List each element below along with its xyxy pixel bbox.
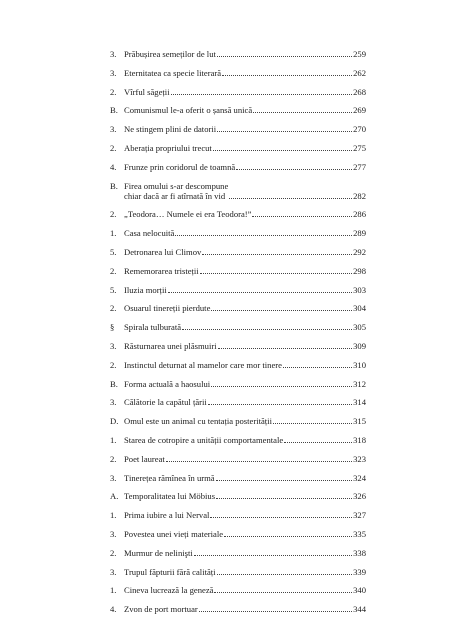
entry-number: 5. bbox=[110, 246, 117, 257]
entry-number: 3. bbox=[110, 472, 117, 483]
dot-leader bbox=[214, 592, 352, 593]
entry-page: 269 bbox=[353, 105, 366, 116]
entry-number: 2. bbox=[110, 265, 117, 276]
entry-number: 3. bbox=[110, 67, 117, 78]
dot-leader bbox=[171, 94, 353, 95]
dot-leader bbox=[208, 404, 352, 405]
entry-number: 4. bbox=[110, 161, 117, 172]
toc-entry bbox=[110, 416, 366, 426]
dot-leader bbox=[222, 75, 352, 76]
entry-number: A. bbox=[110, 491, 119, 502]
dot-leader bbox=[210, 517, 352, 518]
toc-entry bbox=[110, 322, 366, 332]
dot-leader bbox=[224, 536, 352, 537]
dot-leader bbox=[211, 310, 352, 311]
dot-leader bbox=[283, 367, 352, 368]
entry-page: 312 bbox=[353, 378, 366, 389]
entry-number: 1. bbox=[110, 585, 117, 596]
entry-title: Vîrful săgeții bbox=[124, 86, 170, 97]
dot-leader bbox=[284, 442, 352, 443]
entry-page: 275 bbox=[353, 142, 366, 153]
toc-entry bbox=[110, 228, 366, 238]
entry-page: 277 bbox=[353, 161, 366, 172]
entry-title: Iluzia morții bbox=[124, 284, 167, 295]
entry-page: 268 bbox=[353, 86, 366, 97]
entry-title: Zvon de port mortuar bbox=[124, 604, 198, 615]
entry-number: 2. bbox=[110, 453, 117, 464]
entry-title: Starea de cotropire a unității comportamentale bbox=[124, 434, 284, 445]
entry-page: 314 bbox=[353, 397, 366, 408]
toc-entry bbox=[110, 209, 366, 219]
dot-leader bbox=[182, 329, 352, 330]
toc-entry bbox=[110, 181, 366, 201]
entry-number: 2. bbox=[110, 86, 117, 97]
entry-page: 303 bbox=[353, 284, 366, 295]
entry-page: 286 bbox=[353, 209, 366, 220]
entry-number: D. bbox=[110, 416, 119, 427]
toc-entry bbox=[110, 435, 366, 445]
dot-leader bbox=[273, 423, 352, 424]
entry-title: Aberația propriului trecut bbox=[124, 142, 212, 153]
entry-number: 4. bbox=[110, 604, 117, 615]
entry-title: Omul este un animal cu tentația posterității bbox=[124, 416, 272, 427]
entry-number: 2. bbox=[110, 359, 117, 370]
entry-title: Instinctul deturnat al mamelor care mor tinere bbox=[124, 359, 282, 370]
toc-entry bbox=[110, 247, 366, 257]
toc-entry bbox=[110, 162, 366, 172]
toc-entry bbox=[110, 567, 366, 577]
toc-entry bbox=[110, 397, 366, 407]
entry-number: 1. bbox=[110, 434, 117, 445]
entry-title-line2: chiar dacă ar fi atîrnată în vid bbox=[124, 190, 226, 201]
dot-leader bbox=[218, 348, 353, 349]
entry-title: Detronarea lui Climov bbox=[124, 246, 202, 257]
entry-title: Poet laureat bbox=[124, 453, 165, 464]
entry-number: 3. bbox=[110, 124, 117, 135]
dot-leader bbox=[200, 273, 352, 274]
toc-entry bbox=[110, 285, 366, 295]
entry-page: 327 bbox=[353, 510, 366, 521]
toc-entry bbox=[110, 473, 366, 483]
toc-entry bbox=[110, 105, 366, 115]
entry-number: 3. bbox=[110, 49, 117, 59]
toc-entry bbox=[110, 266, 366, 276]
dot-leader bbox=[211, 386, 352, 387]
entry-number: B. bbox=[110, 180, 118, 191]
entry-number: B. bbox=[110, 105, 118, 116]
entry-title: Eternitatea ca specie literară bbox=[124, 67, 222, 78]
entry-title: Casa nelocuită bbox=[124, 228, 175, 239]
dot-leader bbox=[166, 461, 352, 462]
entry-page: 305 bbox=[353, 322, 366, 333]
entry-number: 3. bbox=[110, 566, 117, 577]
entry-title: Osuarul tinereții pierdute bbox=[124, 303, 211, 314]
entry-number: 2. bbox=[110, 303, 117, 314]
entry-title: Rememorarea tristeții bbox=[124, 265, 199, 276]
toc-entry bbox=[110, 454, 366, 464]
entry-page: 298 bbox=[353, 265, 366, 276]
entry-page: 344 bbox=[353, 604, 366, 615]
entry-page: 289 bbox=[353, 228, 366, 239]
entry-title-line1: Firea omului s-ar descompune bbox=[124, 180, 229, 191]
dot-leader bbox=[194, 555, 352, 556]
entry-number: 2. bbox=[110, 209, 117, 220]
toc-entry bbox=[110, 49, 366, 59]
entry-number: 3. bbox=[110, 340, 117, 351]
entry-page: 270 bbox=[353, 124, 366, 135]
entry-page: 282 bbox=[353, 190, 366, 201]
entry-title: Forma actuală a haosului bbox=[124, 378, 211, 389]
toc-entry bbox=[110, 604, 366, 614]
dot-leader bbox=[236, 169, 352, 170]
entry-page: 339 bbox=[353, 566, 366, 577]
dot-leader bbox=[213, 150, 352, 151]
dot-leader bbox=[202, 254, 352, 255]
entry-number: 1. bbox=[110, 510, 117, 521]
toc-entry bbox=[110, 379, 366, 389]
entry-number: 3. bbox=[110, 528, 117, 539]
entry-number: § bbox=[110, 322, 115, 333]
toc-entry bbox=[110, 124, 366, 134]
entry-number: 5. bbox=[110, 284, 117, 295]
dot-leader bbox=[216, 498, 352, 499]
entry-page: 262 bbox=[353, 67, 366, 78]
entry-number: B. bbox=[110, 378, 118, 389]
entry-page: 335 bbox=[353, 528, 366, 539]
entry-page: 309 bbox=[353, 340, 366, 351]
entry-title: Cineva lucrează la geneză bbox=[124, 585, 214, 596]
entry-title: Comunismul le-a oferit o șansă unică bbox=[124, 105, 253, 116]
entry-title: Spirala tulburată bbox=[124, 322, 182, 333]
toc-entry bbox=[110, 510, 366, 520]
entry-title: Murmur de nelinişti bbox=[124, 547, 193, 558]
entry-page: 304 bbox=[353, 303, 366, 314]
dot-leader bbox=[199, 611, 352, 612]
dot-leader bbox=[229, 198, 352, 199]
entry-page: 338 bbox=[353, 547, 366, 558]
toc-entry bbox=[110, 491, 366, 501]
entry-title: Prima iubire a lui Nerval bbox=[124, 510, 210, 521]
toc-entry bbox=[110, 87, 366, 97]
dot-leader bbox=[217, 56, 352, 57]
entry-page: 259 bbox=[353, 49, 366, 59]
entry-page: 323 bbox=[353, 453, 366, 464]
toc-entry bbox=[110, 341, 366, 351]
dot-leader bbox=[217, 574, 353, 575]
entry-title: Răsturnarea unei plăsmuiri bbox=[124, 340, 217, 351]
entry-page: 340 bbox=[353, 585, 366, 596]
dot-leader bbox=[175, 235, 352, 236]
entry-page: 318 bbox=[353, 434, 366, 445]
entry-number: 2. bbox=[110, 547, 117, 558]
entry-title: Ne stingem plini de datorii bbox=[124, 124, 217, 135]
entry-title: Povestea unei vieți materiale bbox=[124, 528, 224, 539]
entry-title bbox=[124, 181, 228, 201]
entry-number: 1. bbox=[110, 228, 117, 239]
toc-entry bbox=[110, 529, 366, 539]
entry-title: Temporalitatea lui Möbius bbox=[124, 491, 216, 502]
dot-leader bbox=[216, 480, 353, 481]
entry-page: 326 bbox=[353, 491, 366, 502]
entry-page: 310 bbox=[353, 359, 366, 370]
entry-page: 292 bbox=[353, 246, 366, 257]
toc-entry bbox=[110, 360, 366, 370]
toc-entry bbox=[110, 68, 366, 78]
entry-title: Frunze prin coridorul de toamnă bbox=[124, 161, 236, 172]
entry-number: 2. bbox=[110, 142, 117, 153]
entry-number: 3. bbox=[110, 397, 117, 408]
toc-entry bbox=[110, 548, 366, 558]
entry-title: Tinerețea rămînea în urmă bbox=[124, 472, 215, 483]
entry-title: Călătorie la capătul țării bbox=[124, 397, 207, 408]
entry-title: Trupul făpturii fără calități bbox=[124, 566, 216, 577]
table-of-contents bbox=[110, 49, 366, 623]
toc-entry bbox=[110, 143, 366, 153]
entry-title: „Teodora… Numele ei era Teodora!” bbox=[124, 209, 252, 220]
entry-title: Prăbușirea semeților de lut bbox=[124, 49, 216, 59]
dot-leader bbox=[217, 131, 352, 132]
toc-entry bbox=[110, 585, 366, 595]
entry-page: 315 bbox=[353, 416, 366, 427]
entry-page: 324 bbox=[353, 472, 366, 483]
dot-leader bbox=[252, 216, 352, 217]
toc-entry bbox=[110, 303, 366, 313]
dot-leader bbox=[168, 292, 352, 293]
dot-leader bbox=[253, 112, 352, 113]
